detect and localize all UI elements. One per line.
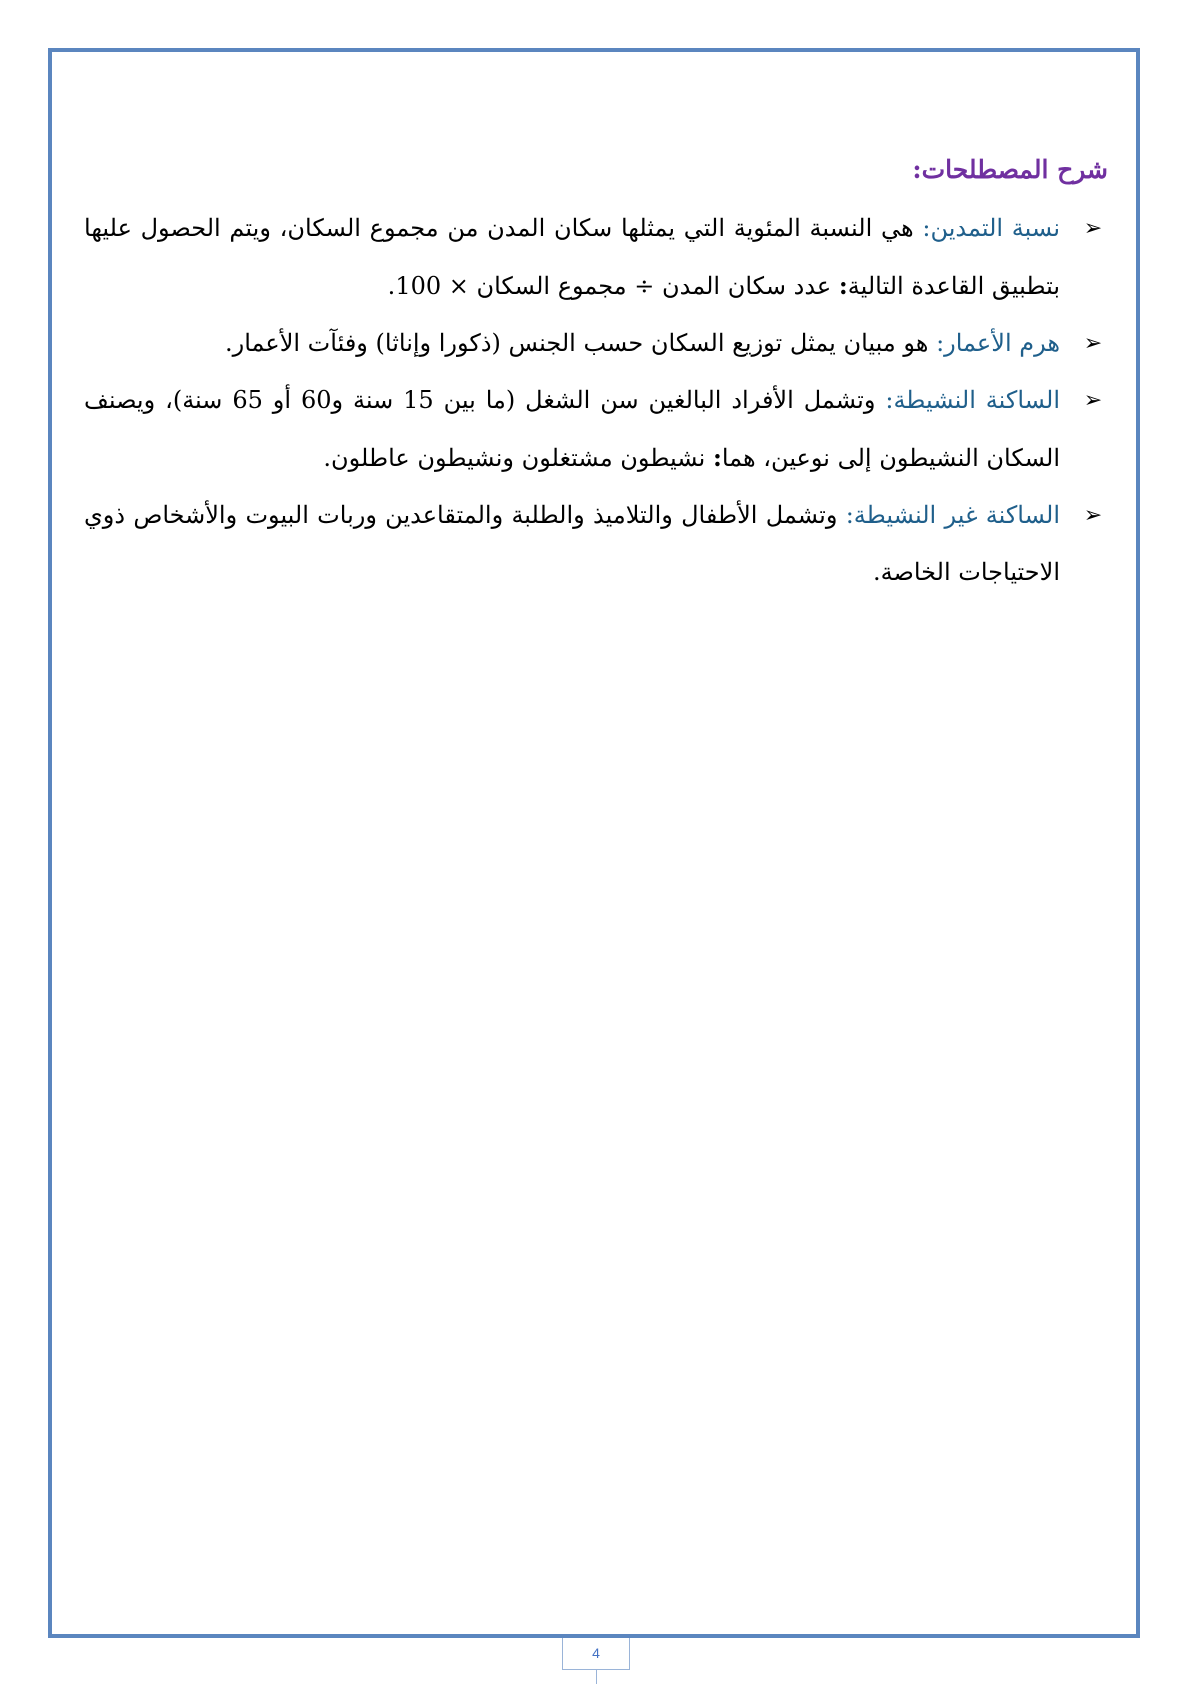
- page-number-connector: [596, 1670, 597, 1684]
- arrow-bullet-icon: ➢: [1083, 216, 1103, 241]
- document-content: [84, 150, 1108, 601]
- term-colon: :: [885, 386, 894, 414]
- term-colon: :: [922, 214, 931, 242]
- formula-text: عدد سكان المدن ÷ مجموع السكان × 100.: [387, 272, 839, 300]
- term-definition: وتشمل الأفراد البالغين سن الشغل (ما بين 15 سنة و60 أو 65 سنة)، ويصنف السكان النشيطون إلى نوعين، هما: [84, 386, 1060, 472]
- formula-colon: :: [838, 271, 848, 300]
- definition-colon: :: [712, 443, 722, 472]
- term-definition: هو مبيان يمثل توزيع السكان حسب الجنس (ذكورا وإناثا) وفئآت الأعمار.: [224, 329, 937, 357]
- arrow-bullet-icon: ➢: [1083, 331, 1103, 356]
- term-colon: :: [845, 501, 854, 529]
- page-number: 4: [562, 1638, 630, 1670]
- term-title: الساكنة النشيطة: [893, 386, 1061, 414]
- term-definition: هي النسبة المئوية التي يمثلها سكان المدن من مجموع السكان، ويتم الحصول عليها بتطبيق القاعدة التالية: [84, 214, 1060, 300]
- list-item-age-pyramid: [84, 315, 1108, 372]
- arrow-bullet-icon: ➢: [1083, 388, 1103, 413]
- term-definition: وتشمل الأطفال والتلاميذ والطلبة والمتقاعدين وربات البيوت والأشخاص ذوي الاحتياجات الخاصة.: [84, 501, 1060, 586]
- term-colon: :: [936, 329, 945, 357]
- list-item-inactive-population: [84, 487, 1108, 601]
- section-heading: شرح المصطلحات:: [912, 155, 1108, 184]
- term-title: الساكنة غير النشيطة: [853, 501, 1060, 529]
- term-title: هرم الأعمار: [944, 329, 1060, 357]
- term-title: نسبة التمدين: [930, 214, 1060, 242]
- arrow-bullet-icon: ➢: [1083, 503, 1103, 528]
- term-definition-tail: نشيطون مشتغلون ونشيطون عاطلون.: [323, 444, 713, 472]
- list-item-urbanization-rate: [84, 200, 1108, 315]
- list-item-active-population: [84, 372, 1108, 487]
- terms-list: [84, 200, 1108, 601]
